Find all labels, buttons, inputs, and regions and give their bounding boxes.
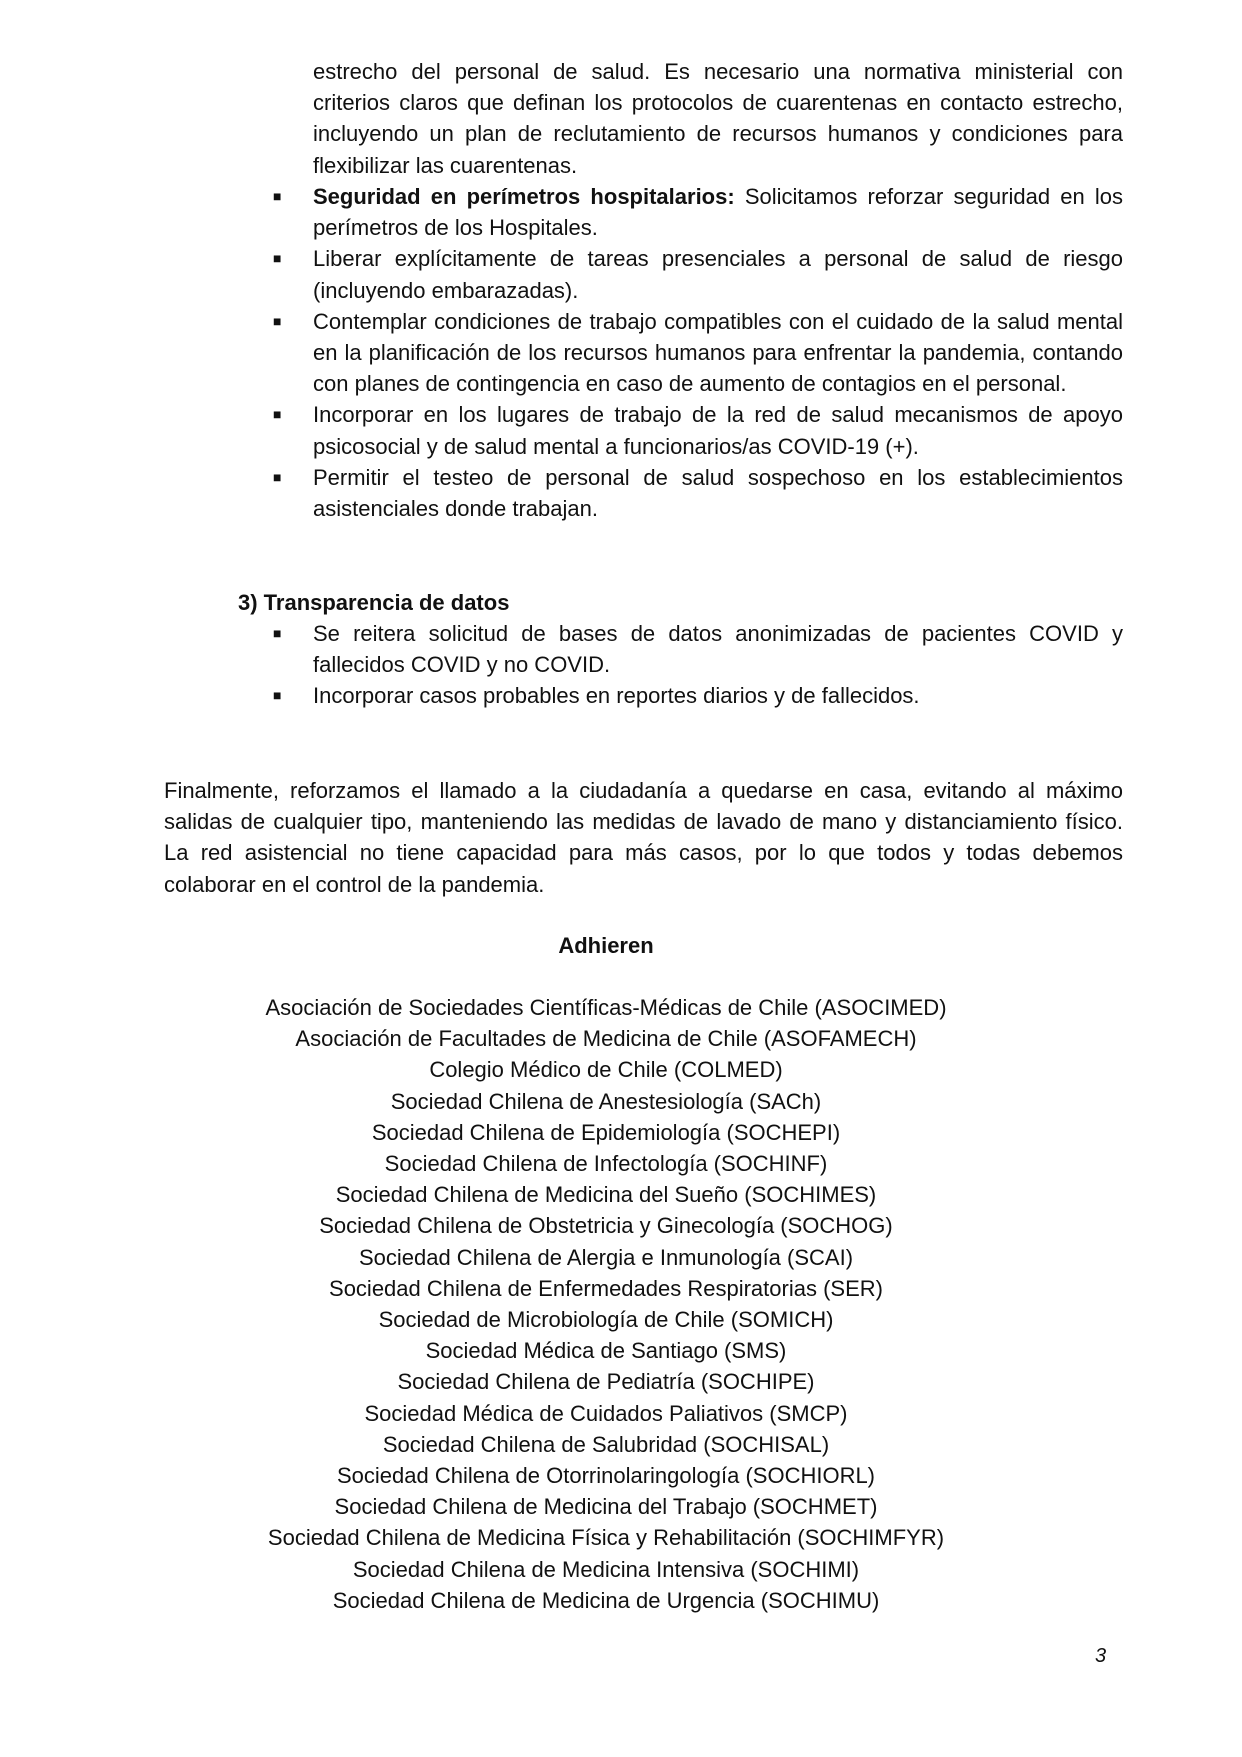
list-item-text: Permitir el testeo de personal de salud sospechoso en los establecimientos asistenciales donde trabajan. (313, 464, 1123, 522)
bullet-square-icon: ■ (273, 687, 282, 704)
organization-item: Sociedad Chilena de Salubridad (SOCHISAL) (382, 1431, 830, 1457)
list-item-bold-lead: Seguridad en perímetros hospitalarios: (313, 184, 735, 209)
list-item (273, 306, 1123, 400)
list-item-text: Incorporar casos probables en reportes diarios y de fallecidos. (313, 683, 920, 709)
organization-item: Sociedad Chilena de Enfermedades Respiratorias (SER) (329, 1275, 883, 1301)
organization-item: Sociedad Médica de Cuidados Paliativos (SMCP) (364, 1400, 848, 1426)
list-item (273, 462, 1123, 524)
organization-item: Sociedad Chilena de Medicina del Trabajo (SOCHMET) (334, 1494, 878, 1520)
bullet-square-icon: ■ (273, 468, 282, 485)
organization-item: Colegio Médico de Chile (COLMED) (429, 1057, 783, 1083)
organization-item: Sociedad Médica de Santiago (SMS) (425, 1338, 787, 1364)
organization-item: Sociedad Chilena de Medicina Intensiva (SOCHIMI) (352, 1556, 860, 1582)
organization-item: Sociedad Chilena de Epidemiología (SOCHEPI) (371, 1119, 841, 1145)
bullet-square-icon: ■ (273, 406, 282, 423)
list-item (273, 181, 1123, 243)
list-item-text: Incorporar en los lugares de trabajo de la red de salud mecanismos de apoyo psicosocial y de salud mental a funcionarios/as COVID-19 (+). (313, 402, 1123, 459)
bullet-square-icon: ■ (273, 625, 282, 641)
organization-item: Asociación de Sociedades Científicas-Médicas de Chile (ASOCIMED) (265, 995, 947, 1020)
organization-item: Sociedad Chilena de Alergia e Inmunología (SCAI) (358, 1244, 854, 1270)
list-item-text: Contemplar condiciones de trabajo compatibles con el cuidado de la salud mental en la planificación de los recursos humanos para enfrentar la pandemia, contando con planes de contingencia en caso de aumento de contagios en el personal. (313, 308, 1123, 397)
bullet-square-icon: ■ (273, 312, 282, 329)
page-number: 3 (1095, 1645, 1107, 1667)
closing-paragraph: Finalmente, reforzamos el llamado a la ciudadanía a quedarse en casa, evitando al máximo salidas de cualquier tipo, manteniendo las medidas de lavado de mano y distanciamiento físico. La red asistencial no tiene capacidad para más casos, por lo que todos y todas debemos colaborar en el control de la pandemia. (164, 778, 1123, 897)
bullet-square-icon: ■ (273, 250, 282, 267)
list-item (273, 399, 1123, 461)
bullet-square-icon: ■ (273, 188, 282, 204)
continuation-paragraph: estrecho del personal de salud. Es necesario una normativa ministerial con criterios claros que definan los protocolos de cuarentenas en contacto estrecho, incluyendo un plan de reclutamiento de recursos humanos y condiciones para flexibilizar las cuarentenas. (313, 59, 1123, 178)
organization-item: Sociedad Chilena de Anestesiología (SACh) (390, 1088, 822, 1114)
organization-item: Sociedad Chilena de Pediatría (SOCHIPE) (397, 1369, 815, 1395)
section-heading-transparencia: 3) Transparencia de datos (238, 590, 510, 615)
organization-item: Sociedad de Microbiología de Chile (SOMICH) (378, 1307, 834, 1333)
list-item (273, 618, 1123, 680)
list-item-text: Liberar explícitamente de tareas presenciales a personal de salud de riesgo (incluyendo embarazadas). (313, 246, 1123, 303)
list-item-text: Solicitamos reforzar seguridad en los perímetros de los Hospitales. (313, 184, 1123, 241)
bullet-list-transparencia (273, 618, 1123, 712)
organization-item: Sociedad Chilena de Otorrinolaringología (SOCHIORL) (336, 1463, 876, 1489)
organization-item: Sociedad Chilena de Infectología (SOCHINF) (384, 1151, 828, 1177)
organization-item: Sociedad Chilena de Medicina Física y Rehabilitación (SOCHIMFYR) (267, 1525, 945, 1551)
adhieren-heading: Adhieren (558, 933, 654, 958)
list-item (273, 243, 1123, 305)
organization-item: Asociación de Facultades de Medicina de Chile (ASOFAMECH) (295, 1026, 917, 1052)
bullet-list-recommendations (273, 181, 1123, 524)
organization-item: Sociedad Chilena de Obstetricia y Ginecología (SOCHOG) (319, 1213, 893, 1239)
adhering-organizations-list (0, 992, 1212, 1616)
list-item-text: Se reitera solicitud de bases de datos anonimizadas de pacientes COVID y fallecidos COVID y no COVID. (313, 621, 1123, 678)
organization-item: Sociedad Chilena de Medicina del Sueño (SOCHIMES) (335, 1182, 877, 1208)
organization-item: Sociedad Chilena de Medicina de Urgencia (SOCHIMU) (332, 1587, 880, 1613)
list-item (273, 680, 1123, 711)
